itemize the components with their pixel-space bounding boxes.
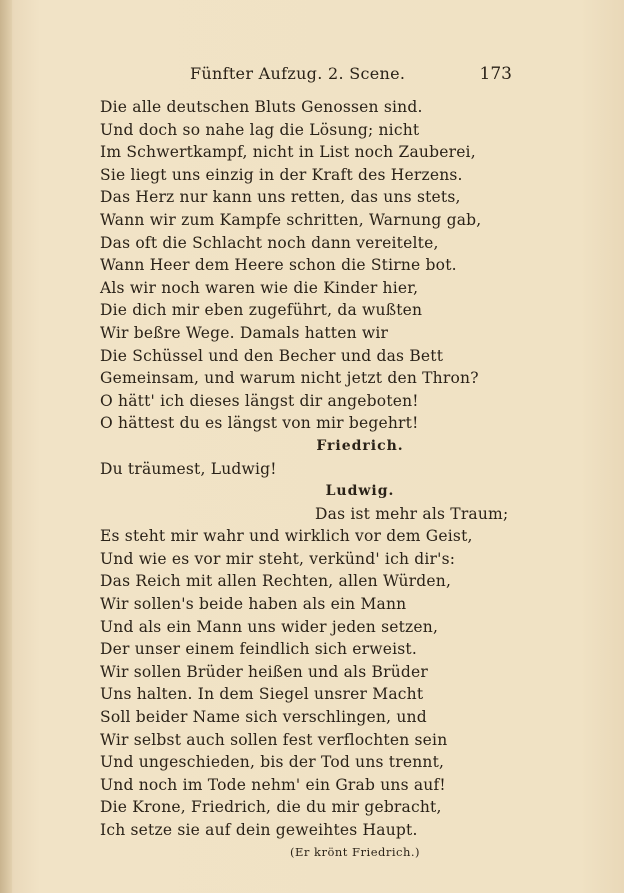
verse-line: Wann wir zum Kampfe schritten, Warnung gab, (100, 210, 482, 229)
verse-line: Wir beßre Wege. Damals hatten wir (100, 323, 389, 342)
verse-line: Wir sollen's beide haben als ein Mann (100, 595, 407, 614)
verse-line: Die alle deutschen Bluts Genossen sind. (100, 98, 423, 116)
verse-line: Als wir noch waren wie die Kinder hier, (100, 278, 419, 297)
page-number: 173 (479, 64, 512, 84)
verse-line: Wann Heer dem Heere schon die Stirne bot. (100, 256, 457, 275)
verse-line: Die Krone, Friedrich, die du mir gebracht, (100, 798, 442, 817)
verse-line: Und als ein Mann uns wider jeden setzen, (100, 617, 439, 636)
stage-direction: (Er krönt Friedrich.) (289, 844, 421, 859)
verse-line: Und doch so nahe lag die Lösung; nicht (100, 120, 420, 139)
verse-line: Die Schüssel und den Becher und das Bett (100, 346, 444, 365)
speaker-name: Ludwig. (325, 483, 395, 500)
verse-line: Wir selbst auch sollen fest verflochten sein (100, 730, 448, 749)
verse-line: Uns halten. In dem Siegel unsrer Macht (100, 685, 424, 704)
verse-line: Im Schwertkampf, nicht in List noch Zauberei, (100, 143, 476, 162)
page-gutter (0, 0, 12, 893)
speaker-name: Friedrich. (316, 437, 404, 454)
verse-body (100, 96, 509, 862)
verse-line: Du träumest, Ludwig! (100, 459, 277, 478)
verse-line: Die dich mir eben zugeführt, da wußten (100, 301, 423, 320)
verse-line: Sie liegt uns einzig in der Kraft des Herzens. (100, 165, 463, 184)
verse-line: Das oft die Schlacht noch dann vereitelte, (100, 233, 439, 252)
verse-line: Der unser einem feindlich sich erweist. (100, 640, 417, 659)
verse-line: O hättest du es längst von mir begehrt! (100, 414, 419, 433)
verse-line: Das Herz nur kann uns retten, das uns stets, (100, 188, 461, 207)
verse-line: Soll beider Name sich verschlingen, und (100, 708, 427, 727)
verse-line: O hätt' ich dieses längst dir angeboten! (100, 391, 419, 410)
verse-line: Und ungeschieden, bis der Tod uns trennt, (100, 753, 445, 772)
running-head: Fünfter Aufzug. 2. Scene. (190, 64, 406, 83)
verse-line-indented: Das ist mehr als Traum; (315, 504, 509, 523)
verse-line: Es steht mir wahr und wirklich vor dem Geist, (100, 527, 473, 546)
verse-line: Wir sollen Brüder heißen und als Brüder (100, 662, 428, 681)
verse-line: Und noch im Tode nehm' ein Grab uns auf! (100, 775, 446, 794)
verse-line: Das Reich mit allen Rechten, allen Würden, (100, 572, 452, 591)
verse-line: Ich setze sie auf dein geweihtes Haupt. (100, 821, 418, 839)
verse-line: Und wie es vor mir steht, verkünd' ich dir's: (100, 549, 456, 568)
verse-line: Gemeinsam, und warum nicht jetzt den Thron? (100, 369, 479, 388)
page-header (0, 64, 624, 88)
